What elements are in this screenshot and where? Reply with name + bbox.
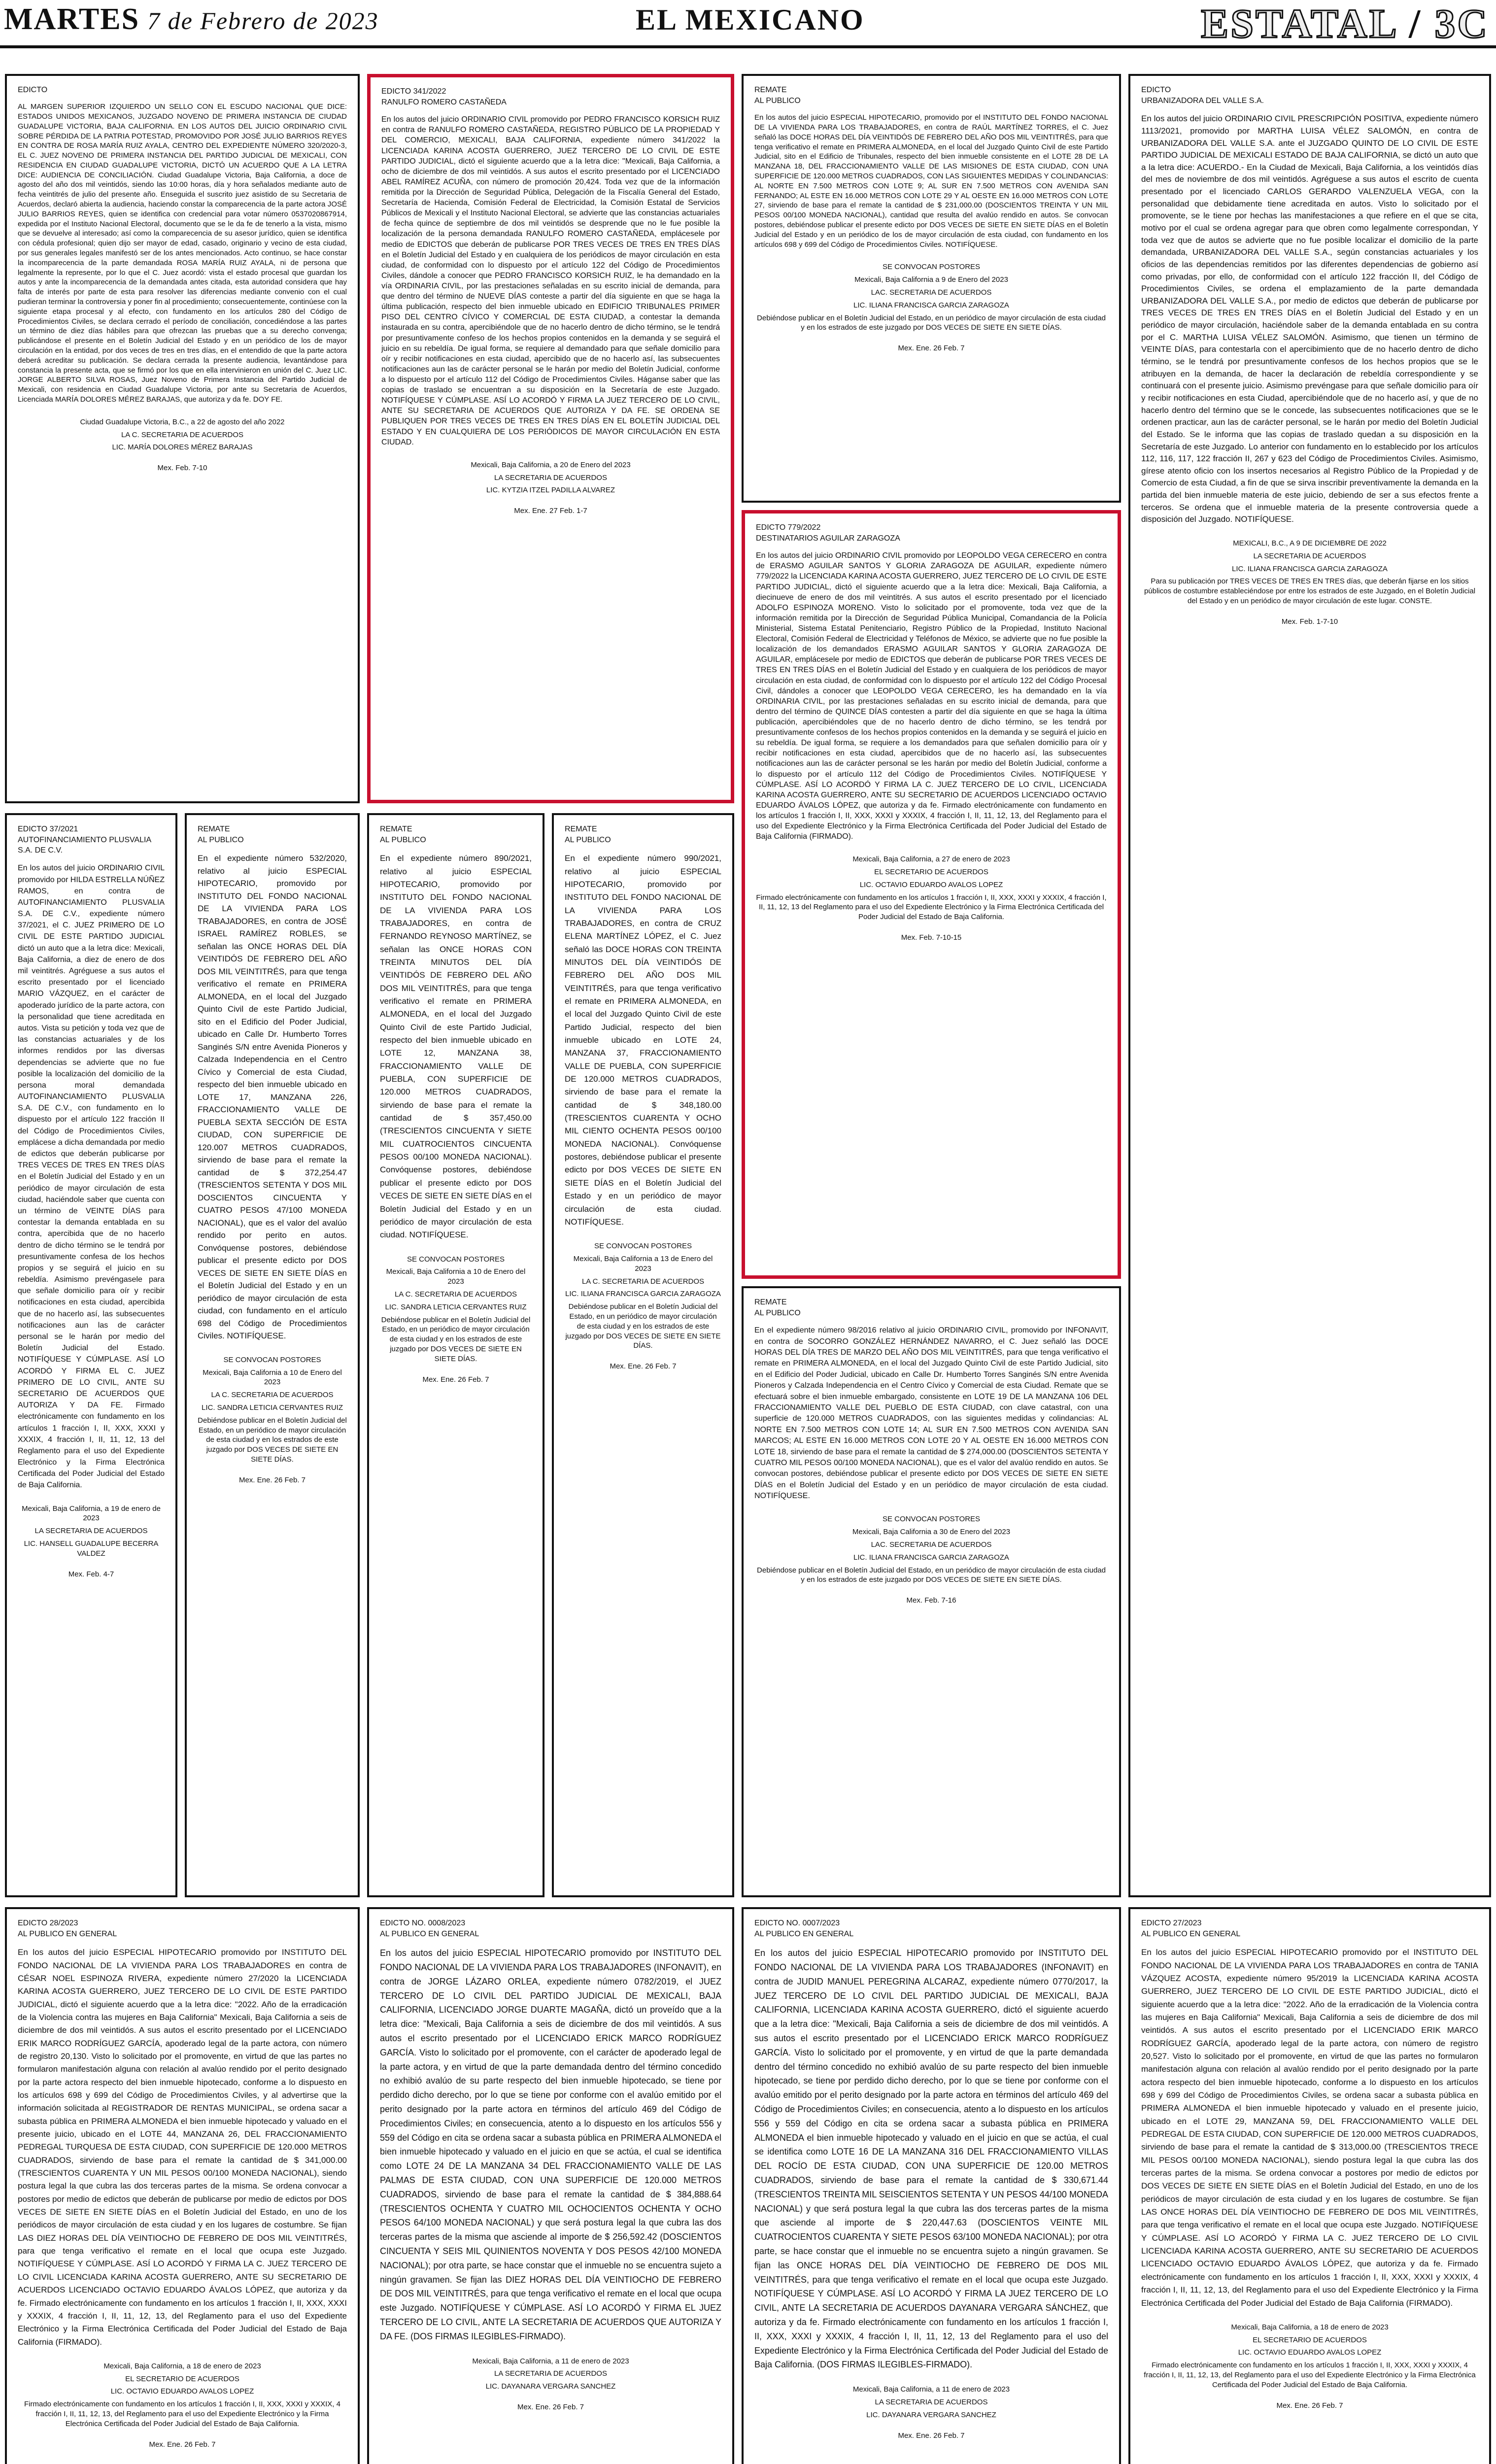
notice-box bbox=[5, 1907, 360, 2464]
notice-footer bbox=[1141, 2323, 1478, 2390]
notice-publication-note: Firmado electrónicamente con fundamento en los artículos 1 fracción I, II, XXX, XXXI y XXXIX, 4 fracción I, II, 11, 12, 13, del Reglamento para el uso del Expediente Electrónico y la Firma Electrónica Certificada del Poder Judicial del Estado de Baja California. bbox=[24, 2400, 340, 2428]
notice-box bbox=[552, 813, 734, 1897]
notice-subtitle: AL PUBLICO EN GENERAL bbox=[754, 1930, 854, 1939]
notice-title: EDICTO NO. 0008/2023 bbox=[380, 1919, 466, 1927]
notice-footer bbox=[754, 1514, 1108, 1585]
notice-place-date: Mexicali, Baja California a 30 de Enero del 2023 bbox=[852, 1528, 1011, 1537]
masthead-date-text: 7 de Febrero de 2023 bbox=[147, 7, 379, 34]
notice-header bbox=[198, 824, 347, 845]
notice-title: REMATE bbox=[198, 825, 230, 833]
notice-place-date: Mexicali, Baja California a 10 de Enero del 2023 bbox=[386, 1267, 526, 1286]
notice-signature-title: EL SECRETARIO DE ACUERDOS bbox=[1253, 2335, 1367, 2344]
notice-publication-note: Para su publicación por TRES VECES DE TRES EN TRES días, que deberán fijarse en los sitios públicos de costumbre estableciéndose por entre los estrados de este Juzgado, en el Boletín Judicial del Estado y en un periódico de mayor circulación de este lugar. CONSTE. bbox=[1144, 577, 1476, 605]
notice-place-date: Ciudad Guadalupe Victoria, B.C., a 22 de agosto del año 2022 bbox=[80, 417, 285, 426]
notice-footer bbox=[756, 855, 1107, 922]
notice-signature-name: LIC. MARÍA DOLORES MÉREZ BARAJAS bbox=[112, 443, 253, 452]
notice-body: En los autos del juicio ORDINARIO CIVIL promovido por LEOPOLDO VEGA CERECERO en contra de ERASMO AGUILAR SANTOS Y GLORIA ZARAGOZA DE AGUILAR, expediente número 779/2022 la LICENCIADA KARINA ACOSTA GUERRERO, JUEZ TERCERO DE LO CIVIL DE ESTE PARTIDO JUDICIAL, dictó el siguiente acuerdo que a la letra dice: Mexicali, Baja California, a diecinueve de enero de dos mil veintitrés. A sus autos el escrito presentado por el licenciado ADOLFO ESPINOZA MORENO. Visto lo solicitado por el promovente, toda vez que de la información remitida por la Dirección de Seguridad Pública Municipal, Comandancia de la Policía Ministerial, Sistema Estatal Penitenciario, Registro Público de la Propiedad, Instituto Nacional Electoral, Comisión Federal de Electricidad y Teléfonos de México, se advierte que no fue posible la localización de los demandados ERASMO AGUILAR SANTOS Y GLORIA ZARAGOZA DE AGUILAR, emplácesele por medio de EDICTOS que deberán de publicarse POR TRES VECES DE TRES EN TRES DÍAS en el Boletín Judicial del Estado y en cualquiera de los periódicos de mayor circulación en esta ciudad, de conformidad con lo dispuesto por el artículo 122 del Código Procesal Civil, dándoles a conocer que LEOPOLDO VEGA CERECERO, les ha demandado en la vía ORDINARIA CIVIL, por las prestaciones señaladas en su escrito inicial de demanda, para que dentro del término de QUINCE DÍAS contesten a partir del día siguiente en que se haga la última publicación, apercibiéndoles que de no hacerlo dentro de dicho término, se les tendrá por presuntivamente confesos de los hechos propios contenidos en la demanda y se seguirá el juicio en su rebeldía. De igual forma, se requiere a los demandados para que señalen domicilio para oír y recibir notificaciones en esta ciudad, apercibidos que de no hacerlo así, las subsecuentes notificaciones aun las de carácter personal se les harán por medio del Boletín Judicial, conforme a lo dispuesto por el artículo 112 del Código de Procedimientos Civiles. NOTIFÍQUESE Y CÚMPLASE. ASÍ LO ACORDÓ Y FIRMA LA C. JUEZ TERCERO DE LO CIVIL, LICENCIADA KARINA ACOSTA GUERRERO, ANTE SU SECRETARIO DE ACUERDOS LICENCIADO OCTAVIO EDUARDO ÁVALOS LÓPEZ, que autoriza y da fe. Firmado electrónicamente con fundamento en los artículos 1 fracción I, II, XXX, XXXI y XXXIX, 4 fracción I, II, 11, 12, 13, del Reglamento para el uso del Expediente Electrónico y la Firma Electrónica Certificada del Poder Judicial del Estado de Baja California (FIRMADO). bbox=[756, 551, 1107, 841]
notice-publication-note: Debiéndose publicar en el Boletín Judicial del Estado, en un periódico de mayor circulación de esta ciudad y en los estrados de este juzgado por DOS VECES DE SIETE EN SIETE DÍAS. bbox=[757, 313, 1106, 332]
notice-signature-title: EL SECRETARIO DE ACUERDOS bbox=[874, 868, 988, 877]
masthead-section-name: ESTATAL bbox=[1201, 1, 1396, 47]
notice-signature-name: LIC. DAYANARA VERGARA SANCHEZ bbox=[485, 2382, 616, 2391]
notice-title: EDICTO NO. 0007/2023 bbox=[754, 1919, 840, 1927]
notice-signature-name: LIC. ILIANA FRANCISCA GARCIA ZARAGOZA bbox=[565, 1290, 721, 1299]
notice-publication-note: Debiéndose publicar en el Boletín Judicial del Estado, en un periódico de mayor circulación de esta ciudad y en los estrados de este juzgado por DOS VECES DE SIETE EN SIETE DÍAS. bbox=[381, 1315, 531, 1363]
notice-place-date: Mexicali, Baja California, a 11 de enero de 2023 bbox=[472, 2357, 629, 2365]
notice-header bbox=[18, 824, 165, 856]
notice-footer bbox=[381, 460, 720, 495]
notice-place-date: MEXICALI, B.C., A 9 DE DICIEMBRE DE 2022 bbox=[1233, 539, 1387, 548]
notice-header bbox=[1141, 1918, 1478, 1939]
notice-header bbox=[381, 86, 720, 107]
notice-publication-ref: Mex. Ene. 26 Feb. 7 bbox=[149, 2440, 216, 2449]
notice-signature-name: LIC. ILIANA FRANCISCA GARCIA ZARAGOZA bbox=[1232, 564, 1388, 573]
notice-publication-ref: Mex. Feb. 7-16 bbox=[906, 1596, 956, 1605]
notice-publication-ref: Mex. Ene. 27 Feb. 1-7 bbox=[514, 507, 587, 515]
notice-body: En los autos del juicio ESPECIAL HIPOTECARIO promovido por INSTITUTO DEL FONDO NACIONAL DE LA VIVIENDA PARA LOS TRABAJADORES en contra de CÉSAR NOEL ESPINOZA RIVERA, expediente número 27/2020 la LICENCIADA KARINA ACOSTA GUERRERO, JUEZ TERCERO DE LO CIVIL DE ESTE PARTIDO JUDICIAL, dictó el siguiente acuerdo que a la letra dice: "2022. Año de la erradicación de la Violencia contra las mujeres en Baja California" Mexicali, Baja California a seis de diciembre de dos mil veintidós. A sus autos el escrito presentado por el LICENCIADO ERIK MARCO RODRÍGUEZ GARCÍA, apoderado legal de la parte actora, con número de registro 20,130. Visto lo solicitado por el promovente, en virtud de que las partes no formularon manifestación alguna con relación al avalúo rendido por el perito designado por la parte actora respecto del bien inmueble hipotecado, conforme a lo dispuesto en los artículos 698 y 699 del Código de Procedimientos Civiles, y al advertirse que la información solicitada al REGISTRADOR DE RENTAS MUNICIPAL, se ordena sacar a subasta pública en PRIMERA ALMONEDA el bien inmueble hipotecado y valuado en el presente juicio, ubicado en el LOTE 44, MANZANA 26, DEL FRACCIONAMIENTO PEDREGAL TURQUESA DE ESTA CIUDAD, CON SUPERFICIE DE 120.000 METROS CUADRADOS, sirviendo de base para el remate la cantidad de $ 341,000.00 (TRESCIENTOS CUARENTA Y UN MIL PESOS 00/100 MONEDA NACIONAL), siendo postura legal la que cubra las dos terceras partes de la misma. Se ordena convocar a postores por medio de edictos que deberán de publicarse por medio de edictos por DOS VECES DE SIETE EN SIETE DÍAS en el Boletín Judicial del Estado, en uno de los periódicos de mayor circulación de esta ciudad y en los lugares de costumbre. Se fijan LAS DIEZ HORAS DEL DÍA VEINTIOCHO DE FEBRERO DE DOS MIL VEINTITRÉS, para que tenga verificativo el remate en el local que ocupa este Juzgado. NOTIFÍQUESE Y CÚMPLASE. ASÍ LO ACORDÓ Y FIRMA LA C. JUEZ TERCERO DE LO CIVIL LICENCIADA KARINA ACOSTA GUERRERO, ANTE SU SECRETARIO DE ACUERDOS LICENCIADO OCTAVIO EDUARDO ÁVALOS LÓPEZ, que autoriza y da fe. Firmado electrónicamente con fundamento en los artículos 1 fracción I, II, XXX, XXXI y XXXIX, 4 fracción I, II, 11, 12, 13, del Reglamento para el uso del Expediente Electrónico y la Firma Electrónica Certificada del Poder Judicial del Estado de Baja California (FIRMADO). bbox=[18, 1948, 347, 2347]
notice-place-date: Mexicali, Baja California, a 18 de enero de 2023 bbox=[1231, 2323, 1389, 2331]
notice-box bbox=[1128, 74, 1491, 1897]
notice-title: REMATE bbox=[754, 86, 787, 94]
notice-signature-title: LA SECRETARIA DE ACUERDOS bbox=[494, 473, 607, 482]
notice-header bbox=[565, 824, 721, 845]
notice-box bbox=[742, 74, 1121, 503]
notice-body: AL MARGEN SUPERIOR IZQUIERDO UN SELLO CON EL ESCUDO NACIONAL QUE DICE: ESTADOS UNIDOS MEXICANOS, JUZGADO NOVENO DE PRIMERA INSTANCIA DE CIUDAD GUADALUPE VICTORIA, BAJA CALIFORNIA. EN LOS AUTOS DEL JUICIO ORDINARIO CIVIL SOBRE PÉRDIDA DE LA PATRIA POTESTAD, PROMOVIDO POR JOSÉ JULIO BARRIOS REYES EN CONTRA DE ROSA MARÍA RUIZ AYALA, CENTRO DEL EXPEDIENTE NÚMERO 320/2020-3, EL C. JUEZ NOVENO DE PRIMERA INSTANCIA DEL PARTIDO JUDICIAL DE MEXICALI, CON RESIDENCIA EN CIUDAD GUADALUPE VICTORIA, DICTÓ UN ACUERDO QUE A LA LETRA DICE: AUDIENCIA DE CONCILIACIÓN. Ciudad Guadalupe Victoria, Baja California, a doce de agosto del año dos mil veintidós, siendo las 10:00 horas, día y hora señalados mediante auto de fecha veintitrés de julio del presente año. Enseguida el suscrito juez asistido de su Secretaria de Acuerdos, declaró abierta la audiencia, haciendo constar la comparecencia de la parte actora JOSÉ JULIO BARRIOS REYES, quien se identifica con credencial para votar número 0537020867914, expedida por el Instituto Nacional Electoral, documento que se le da fe de tenerlo a la vista, mismo que se devuelve al interesado; así como la comparecencia de su asesor jurídico, quien se identifica con cédula profesional; quien dijo ser mayor de edad, casado, originario y vecino de esta ciudad, por sus generales legales manifestó ser de los antes mencionados. Acto continuo, se hace constar la incomparecencia de la parte demandada ROSA MARÍA RUIZ AYALA, ni de persona que legalmente la represente, por lo que el C. Juez acordó: vista el estado procesal que guardan los autos y ante la incomparecencia de la demandada antes citada, esta autoridad considera que hay falta de interés por parte de esta para resolver las diferencias mediante convenio con el cual pudieran terminar la controversia y poner fin al procedimiento; consecuentemente, continúese con la siguiente etapa procesal y al efecto, con fundamento en los artículos 280 del Código de Procedimientos Civiles, se declara cerrado el período de conciliación, concediéndose a las partes un término de diez días hábiles para que ofrezcan las pruebas que a su derecho convenga; publicándose el presente en el Boletín Judicial del Estado y en un periódico de los de mayor circulación en la entidad, por dos veces de tres en tres días, en el entendido de que la parte actora deberá acreditar su publicación. Se declara cerrada la presente audiencia, levantándose para constancia la presente acta, que se firmó por los que en ella intervinieron en unión del C. Juez LIC. JORGE ALBERTO SILVA ROSAS, Juez Noveno de Primera Instancia del Partido Judicial de Mexicali, con residencia en Ciudad Guadalupe Victoria, por ante su Secretaria de Acuerdos, Licenciada MARÍA DOLORES MÉREZ BARAJAS, que autoriza y da fe. DOY FE. bbox=[18, 103, 347, 404]
notice-publication-ref: Mex. Ene. 26 Feb. 7 bbox=[898, 2431, 965, 2440]
notice-place-date: Mexicali, Baja California a 9 de Enero del 2023 bbox=[854, 275, 1008, 284]
notice-footer bbox=[18, 2361, 347, 2429]
notice-box bbox=[742, 1286, 1121, 1897]
notice-signature-name: LIC. DAYANARA VERGARA SANCHEZ bbox=[866, 2410, 996, 2419]
notice-subtitle: AL PUBLICO bbox=[754, 97, 801, 105]
notice-publication-ref: Mex. Ene. 26 Feb. 7 bbox=[422, 1375, 489, 1384]
notice-header bbox=[754, 85, 1108, 106]
notice-body: En los autos del juicio ORDINARIO CIVIL promovido por PEDRO FRANCISCO KORSICH RUIZ en contra de RANULFO ROMERO CASTAÑEDA, REGISTRO PÚBLICO DE LA PROPIEDAD Y DEL COMERCIO, MEXICALI, BAJA CALIFORNIA, expediente número 341/2022 la LICENCIADA KARINA ACOSTA GUERRERO, JUEZ TERCERO DE LO CIVIL DE ESTE PARTIDO JUDICIAL, dictó el siguiente acuerdo que a la letra dice: "Mexicali, Baja California, a ocho de diciembre de dos mil veintidós. A sus autos el escrito presentado por el LICENCIADO ABEL RAMÍREZ ACUÑA, con número de promoción 20,424. Toda vez que de la información remitida por la Dirección de Seguridad Pública, Delegación de la Fiscalía General del Estado, Secretaría de Hacienda, Comisión Federal de Electricidad, la Comisión Estatal de Servicios Públicos de Mexicali y el Instituto Nacional Electoral, se advierte que las constancias actuariales de fecha quince de septiembre de dos mil veintidós se desprende que no le fue posible la localización de la persona demandada RANULFO ROMERO CASTAÑEDA, emplácesele por medio de EDICTOS que deberán de publicarse POR TRES VECES DE TRES EN TRES DÍAS en el Boletín Judicial del Estado y en cualquiera de los periódicos de mayor circulación en esta ciudad, de conformidad con lo dispuesto por el artículo 122 del Código de Procedimientos Civiles, dándole a conocer que PEDRO FRANCISCO KORSICH RUIZ, le ha demandado en la vía ORDINARIA CIVIL, por las prestaciones señaladas en su escrito inicial de demanda, para que dentro del término de NUEVE DÍAS conteste a partir del día siguiente en que se haga la última publicación, respecto del bien inmueble ubicado en EDIFICIO TRIBUNALES PRIMER PISO DEL CENTRO CÍVICO Y COMERCIAL DE ESTA CIUDAD, a contestar la demanda instaurada en su contra, apercibiéndole que de no hacerlo dentro de dicho término, se le tendrá por presuntivamente confeso de los hechos propios contenidos en la demanda y se seguirá el juicio en su rebeldía. De igual forma, se requiere al demandado para que señale domicilio para oír y recibir notificaciones en esta ciudad, apercibido que de no hacerlo así, las subsecuentes notificaciones aun las de carácter personal se le harán por medio del Boletín Judicial, conforme a lo dispuesto por el artículo 112 del Código de Procedimientos Civiles. Háganse saber que las copias de traslado se encuentran a su disposición en la Secretaría de este Juzgado. NOTIFÍQUESE Y CÚMPLASE. ASÍ LO ACORDÓ Y FIRMA LA JUEZ TERCERO DE LO CIVIL, ANTE SU SECRETARIA DE ACUERDOS QUE AUTORIZA Y DA FE. SE ORDENA SE PUBLIQUEN POR TRES VECES DE TRES EN TRES DÍAS EN EL BOLETÍN JUDICIAL DEL ESTADO Y EN CUALQUIERA DE LOS PERIÓDICOS DE MAYOR CIRCULACIÓN EN ESTA CIUDAD. bbox=[381, 115, 720, 446]
notice-publication-note: Firmado electrónicamente con fundamento en los artículos 1 fracción I, II, XXX, XXXI y XXXIX, 4 fracción I, II, 11, 12, 13 del Reglamento para el uso del Expediente Electrónico y la Firma Electrónica Certificada del Poder Judicial del Estado de Baja California. bbox=[756, 893, 1107, 922]
notice-subtitle: RANULFO ROMERO CASTAÑEDA bbox=[381, 98, 507, 107]
notice-body: En los autos del juicio ESPECIAL HIPOTECARIO promovido por INSTITUTO DEL FONDO NACIONAL DE LA VIVIENDA PARA LOS TRABAJADORES (INFONAVIT) en contra de JUDID MANUEL PEREGRINA ALCARAZ, expediente número 0770/2017, la JUEZ TERCERO DE LO CIVIL DEL PARTIDO JUDICIAL DE MEXICALI, BAJA CALIFORNIA, LICENCIADA KARINA ACOSTA GUERRERO, dictó el siguiente acuerdo que a la letra dice: "Mexicali, Baja California a seis de diciembre de dos mil veintidós. A sus autos el escrito presentado por el LICENCIADO ERICK MARCO RODRÍGUEZ GARCÍA. Visto lo solicitado por el promovente, y en virtud de que la parte demandada dentro del término concedido no exhibió avalúo de su parte respecto del bien inmueble hipotecado, se tiene por perdido dicho derecho, por lo que se tiene por conforme con el avalúo emitido por el perito designado por la parte actora en términos del artículo 469 del Código de Procedimientos Civiles; en consecuencia, atento a lo dispuesto en los artículos 556 y 559 del Código en cita se ordena sacar a subasta pública en PRIMERA ALMONEDA el bien inmueble hipotecado y valuado en el juicio en que se actúa, el cual se identifica como LOTE 16 DE LA MANZANA 316 DEL FRACCIONAMIENTO VILLAS DEL ROCÍO DE ESTA CIUDAD, CON UNA SUPERFICIE DE 120.00 METROS CUADRADOS, sirviendo de base para el remate la cantidad de $ 330,671.44 (TRESCIENTOS TREINTA MIL SEISCIENTOS SETENTA Y UN PESOS 44/100 MONEDA NACIONAL) y que será postura legal la que cubra las dos terceras partes de la misma que asciende al importe de $ 220,447.63 (DOSCIENTOS VEINTE MIL CUATROCIENTOS CUARENTA Y SIETE PESOS 63/100 MONEDA NACIONAL); por otra parte, se hace constar que el inmueble no se encuentra sujeto a ningún gravamen. Se fijan las ONCE HORAS DEL DÍA VEINTIOCHO DE FEBRERO DE DOS MIL VEINTITRÉS, para que tenga verificativo el remate en el local que ocupa este Juzgado. NOTIFÍQUESE Y CÚMPLASE. ASÍ LO ACORDÓ Y FIRMA LA JUEZ TERCERO DE LO CIVIL, ANTE LA SECRETARIA DE ACUERDOS DAYANARA VERGARA SÁNCHEZ, que autoriza y da fe. Firmado electrónicamente con fundamento en los artículos 1 fracción I, II, XXX, XXXI y XXXIX, 4 fracción I, II, 11, 12, 13 del Reglamento para el uso del Expediente Electrónico y la Firma Electrónica Certificada del Poder Judicial del Estado de Baja California. (DOS FIRMAS ILEGIBLES-FIRMADO). bbox=[754, 1948, 1108, 2370]
notice-place-date: Mexicali, Baja California a 13 de Enero del 2023 bbox=[573, 1254, 713, 1273]
notice-subtitle: DESTINATARIOS AGUILAR ZARAGOZA bbox=[756, 534, 900, 543]
notice-subtitle: URBANIZADORA DEL VALLE S.A. bbox=[1141, 97, 1264, 105]
notice-signature-title: LAC. SECRETARIA DE ACUERDOS bbox=[871, 1540, 992, 1549]
notice-footer bbox=[18, 417, 347, 452]
notice-place-date: Mexicali, Baja California, a 18 de enero de 2023 bbox=[103, 2361, 261, 2370]
notice-footer bbox=[754, 2385, 1108, 2420]
notice-signature-title: LA SECRETARIA DE ACUERDOS bbox=[1253, 551, 1366, 560]
notice-subtitle: AL PUBLICO EN GENERAL bbox=[18, 1930, 117, 1939]
notice-signature-name: LIC. ILIANA FRANCISCA GARCIA ZARAGOZA bbox=[853, 1553, 1009, 1562]
notice-place-date: Mexicali, Baja California, a 27 de enero de 2023 bbox=[852, 855, 1010, 864]
notice-signature-title: LA C. SECRETARIA DE ACUERDOS bbox=[121, 430, 244, 439]
notice-publication-ref: Mex. Ene. 26 Feb. 7 bbox=[517, 2402, 584, 2411]
notice-call: SE CONVOCAN POSTORES bbox=[882, 263, 981, 272]
notice-footer bbox=[565, 1241, 721, 1351]
notice-body: En los autos del juicio ORDINARIO CIVIL PRESCRIPCIÓN POSITIVA, expediente número 1113/2021, promovido por MARTHA LUISA VÉLEZ SALOMÓN, en contra de URBANIZADORA DEL VALLE S.A. ante el JUZGADO QUINTO DE LO CIVIL DE ESTE PARTIDO JUDICIAL DE MEXICALI ESTADO DE BAJA CALIFORNIA, se dictó un auto que a la letra dice: ACUERDO.- En la Ciudad de Mexicali, Baja California, a los veintidós días del mes de noviembre de dos mil veintidós. Agréguese a sus autos el escrito de cuenta presentado por el licenciado CARLOS GERARDO VALENZUELA VEGA, con la personalidad que debidamente tiene acreditada en autos. Visto lo solicitado por el promovente, se le tiene por hechas las manifestaciones a que refiere en el que se cita, motivo por el cual se ordena agregar para que obren como legalmente correspondan, Y toda vez que de autos se advierte que no fue posible localizar el domicilio de la parte demandada, URBANIZADORA DEL VALLE S.A., según constancias actuariales y los oficios de las dependencias remitidos por las diferentes dependencias de gobierno así como privadas, por ello, de conformidad con el artículo 122 fracción II, del Código de Procedimientos Civiles, se ordena el emplazamiento de la parte demandada URBANIZADORA DEL VALLE S.A., por medio de edictos que deberán de publicarse por TRES VECES DE TRES EN TRES DÍAS en el Boletín Judicial del Estado y en un periódico de mayor circulación, haciéndole saber de la demanda entablada en su contra por el C. MARTHA LUISA VÉLEZ SALOMÓN. Asimismo, que tienen un término de VEINTE DÍAS, para contestarla con el apercibimiento que de no hacerlo dentro de dicho término, se le tendrá por presuntivamente confesos de los hechos propios que se le atribuyen en la demanda, de hacer la declaración de rebeldía correspondiente y se continuará con el presente juicio. Asimismo prevéngase para que señale domicilio para oír y recibir notificaciones en esta Ciudad, apercibiéndole que de no hacerlo así, y que de no hacerlo dentro del término que se le concede, las subsecuentes notificaciones que se le ordenen practicar, aun las de carácter personal, se le harán por medio del Boletín Judicial del Estado. Se le informa que las copias de traslado quedan a su disposición en la Secretaría de este Juzgado. Lo anterior con fundamento en lo establecido por los artículos 112, 116, 117, 122 fracción II, 267 y 623 del Código de Procedimientos Civiles. Asimismo, gírese atento oficio con los insertos necesarios al Registro Público de la Propiedad y de Comercio de esta Ciudad, a fin de que se sirva inscribir preventivamente la demanda en la partida del bien inmueble materia de este juicio, debiendo de ser a sus efectos frente a terceros. Se ordena que el inmueble materia de la presente controversia quede a disposición del Juzgado. NOTIFÍQUESE. bbox=[1141, 114, 1478, 524]
notice-header bbox=[18, 1918, 347, 1939]
notice-box-highlighted bbox=[742, 510, 1121, 1279]
notice-title: EDICTO 779/2022 bbox=[756, 523, 821, 532]
notice-box-highlighted bbox=[367, 74, 734, 803]
notice-publication-note: Debiéndose publicar en el Boletín Judicial del Estado, en un periódico de mayor circulación de esta ciudad y en los estrados de este juzgado por DOS VECES DE SIETE EN SIETE DÍAS. bbox=[198, 1416, 347, 1464]
notice-publication-note: Debiéndose publicar en el Boletín Judicial del Estado, en un periódico de mayor circulación de esta ciudad y en los estrados de este juzgado por DOS VECES DE SIETE EN SIETE DÍAS. bbox=[757, 1566, 1106, 1584]
notice-header bbox=[754, 1297, 1108, 1318]
notice-title: EDICTO 341/2022 bbox=[381, 87, 446, 96]
notice-subtitle: AL PUBLICO EN GENERAL bbox=[380, 1930, 479, 1939]
masthead bbox=[0, 0, 1496, 48]
notice-title: EDICTO 27/2023 bbox=[1141, 1919, 1202, 1927]
notice-signature-title: LA SECRETARIA DE ACUERDOS bbox=[875, 2397, 988, 2406]
notice-signature-name: LIC. ILIANA FRANCISCA GARCIA ZARAGOZA bbox=[853, 301, 1009, 309]
notice-footer bbox=[380, 1255, 532, 1364]
notice-title: EDICTO 28/2023 bbox=[18, 1919, 78, 1927]
notice-publication-ref: Mex. Feb. 1-7-10 bbox=[1281, 617, 1338, 626]
notice-body: En los autos del juicio ESPECIAL HIPOTECARIO promovido por INSTITUTO DEL FONDO NACIONAL DE LA VIVIENDA PARA LOS TRABAJADORES (INFONAVIT), en contra de JORGE LÁZARO ORLEA, expediente número 0782/2019, el JUEZ TERCERO DE LO CIVIL DEL PARTIDO JUDICIAL DE MEXICALI, BAJA CALIFORNIA, LICENCIADO JORGE DUARTE MAGAÑA, dictó un proveído que a la letra dice: "Mexicali, Baja California a seis de diciembre de dos mil veintidós. A sus autos el escrito presentado por el LICENCIADO ERICK MARCO RODRÍGUEZ GARCÍA. Visto lo solicitado por el promovente, con el carácter de apoderado legal de la parte actora, y en virtud de que la parte demandada dentro del término concedido no exhibió avalúo de su parte respecto del bien inmueble hipotecado, se tiene por perdido dicho derecho, por lo que se tiene por conforme con el avalúo emitido por el perito designado por la parte actora en términos del artículo 469 del Código de Procedimientos Civiles; en consecuencia, atento a lo dispuesto en los artículos 556 y 559 del Código en cita se ordena sacar a subasta pública en PRIMERA ALMONEDA el bien inmueble hipotecado y valuado en el juicio en que se actúa, el cual se identifica como LOTE 24 DE LA MANZANA 34 DEL FRACCIONAMIENTO VALLE DE LAS PALMAS DE ESTA CIUDAD, CON UNA SUPERFICIE DE 120.000 METROS CUADRADOS, sirviendo de base para el remate la cantidad de $ 384,888.64 (TRESCIENTOS OCHENTA Y CUATRO MIL OCHOCIENTOS OCHENTA Y OCHO PESOS 64/100 MONEDA NACIONAL) y que será postura legal la que cubra las dos terceras partes de la misma que asciende al importe de $ 256,592.42 (DOSCIENTOS CINCUENTA Y SEIS MIL QUINIENTOS NOVENTA Y DOS PESOS 42/100 MONEDA NACIONAL); por otra parte, se hace constar que el inmueble no se encuentra sujeto a ningún gravamen. Se fijan las DIEZ HORAS DEL DÍA VEINTIOCHO DE FEBRERO DE DOS MIL VEINTITRÉS, para que tenga verificativo el remate en el local que ocupa este Juzgado. NOTIFÍQUESE Y CÚMPLASE. ASÍ LO ACORDÓ Y FIRMA EL JUEZ TERCERO DE LO CIVIL, ANTE LA SECRETARIA DE ACUERDOS QUE AUTORIZA Y DA FE. (DOS FIRMAS ILEGIBLES-FIRMADO). bbox=[380, 1948, 721, 2341]
notice-title: REMATE bbox=[754, 1298, 787, 1306]
notice-footer bbox=[754, 262, 1108, 333]
notice-box bbox=[5, 74, 360, 803]
masthead-date bbox=[4, 2, 379, 37]
notice-publication-note: Debiéndose publicar en el Boletín Judicial del Estado, en un periódico de mayor circulación de esta ciudad y en los estrados de este juzgado por DOS VECES DE SIETE EN SIETE DÍAS. bbox=[565, 1302, 721, 1350]
notice-footer bbox=[1141, 539, 1478, 606]
notice-publication-ref: Mex. Ene. 26 Feb. 7 bbox=[1276, 2401, 1343, 2410]
notice-signature-title: LA C. SECRETARIA DE ACUERDOS bbox=[394, 1290, 517, 1299]
notice-title: REMATE bbox=[380, 825, 412, 833]
notice-header bbox=[754, 1918, 1108, 1939]
notice-subtitle: AL PUBLICO bbox=[380, 836, 426, 845]
notice-publication-ref: Mex. Ene. 26 Feb. 7 bbox=[610, 1362, 677, 1371]
notice-place-date: Mexicali, Baja California, a 19 de enero de 2023 bbox=[22, 1504, 161, 1523]
notice-box bbox=[367, 1907, 734, 2464]
notice-subtitle: AL PUBLICO bbox=[198, 836, 244, 845]
notice-signature-title: LA SECRETARIA DE ACUERDOS bbox=[494, 2369, 607, 2378]
notice-signature-title: LA SECRETARIA DE ACUERDOS bbox=[34, 1527, 148, 1536]
notice-signature-title: LAC. SECRETARIA DE ACUERDOS bbox=[871, 288, 992, 297]
notice-title: REMATE bbox=[565, 825, 597, 833]
notice-header bbox=[380, 824, 532, 845]
notice-header bbox=[380, 1918, 721, 1939]
notice-box bbox=[5, 813, 177, 1897]
notice-call: SE CONVOCAN POSTORES bbox=[882, 1515, 981, 1524]
notice-body: En el expediente número 990/2021, relativo al juicio ESPECIAL HIPOTECARIO, promovido por INSTITUTO DEL FONDO NACIONAL DE LA VIVIENDA PARA LOS TRABAJADORES, en contra de CRUZ ELENA MARTÍNEZ LÓPEZ, el C. Juez señaló las DOCE HORAS CON TREINTA MINUTOS DEL DÍA VEINTIDÓS DE FEBRERO DEL AÑO DOS MIL VEINTITRÉS, para que tenga verificativo el remate en PRIMERA ALMONEDA, en el local del Juzgado Quinto Civil de este Partido Judicial, respecto del bien inmueble ubicado en LOTE 24, MANZANA 37, FRACCIONAMIENTO VALLE DE PUEBLA, CON SUPERFICIE DE 120.000 METROS CUADRADOS, sirviendo de base para el remate la cantidad de $ 348,180.00 (TRESCIENTOS CUARENTA Y OCHO MIL CIENTO OCHENTA PESOS 00/100 MONEDA NACIONAL). Convóquense postores, debiéndose publicar el presente edicto por DOS VECES DE SIETE EN SIETE DÍAS en el Boletín Judicial del Estado y en un periódico de mayor circulación de esta ciudad. NOTIFÍQUESE. bbox=[565, 854, 721, 1227]
notice-subtitle: AL PUBLICO EN GENERAL bbox=[1141, 1930, 1241, 1939]
masthead-section-separator: / bbox=[1396, 1, 1435, 47]
notice-signature-name: LIC. OCTAVIO EDUARDO AVALOS LOPEZ bbox=[859, 880, 1003, 889]
notice-subtitle: AL PUBLICO bbox=[565, 836, 611, 845]
notice-box bbox=[742, 1907, 1121, 2464]
masthead-section bbox=[1201, 0, 1489, 48]
notice-body: En el expediente número 98/2016 relativo al juicio ORDINARIO CIVIL, promovido por INFONAVIT, en contra de SOCORRO GONZÁLEZ HERNÁNDEZ NAVARRO, el C. Juez señaló las DOCE HORAS DEL DÍA TRES DE MARZO DEL AÑO DOS MIL VEINTITRÉS, para que tenga verificativo el remate en PRIMERA ALMONEDA, en el local del Juzgado Quinto Civil de este Partido Judicial, sito en el Edificio del Poder Judicial, ubicado en Calle Dr. Humberto Torres Sanginés S/N entre Avenida Pioneros y Calzada Independencia en el Centro Cívico y Comercial de esta Ciudad. Remate que se efectuará sobre el bien inmueble embargado, consistente en LOTE 19 DE LA MANZANA 106 DEL FRACCIONAMIENTO VALLE DEL PUEBLO DE ESTA CIUDAD, con clave catastral, con una superficie de 120.000 METROS CUADRADOS, con las siguientes medidas y colindancias: AL NORTE EN 7.500 METROS CON LOTE 14; AL SUR EN 7.500 METROS CON AVENIDA SAN MARCOS; AL ESTE EN 16.000 METROS CON LOTE 20 Y AL OESTE EN 16.000 METROS CON LOTE 18, sirviendo de base para el remate la cantidad de $ 274,000.00 (DOSCIENTOS SETENTA Y CUATRO MIL PESOS 00/100 MONEDA NACIONAL), que es el valor del avalúo rendido en autos. Se convocan postores, debiéndose publicar el presente edicto por DOS VECES DE SIETE EN SIETE DÍAS en el Boletín Judicial del Estado y en un periódico de mayor circulación de esta ciudad. NOTIFÍQUESE. bbox=[754, 1326, 1108, 1501]
notice-signature-title: LA C. SECRETARIA DE ACUERDOS bbox=[581, 1277, 705, 1286]
notice-signature-name: LIC. HANSELL GUADALUPE BECERRA VALDEZ bbox=[24, 1540, 159, 1558]
notice-header bbox=[756, 522, 1107, 544]
notice-publication-ref: Mex. Ene. 26 Feb. 7 bbox=[238, 1475, 306, 1484]
notice-header bbox=[18, 85, 347, 95]
notice-place-date: Mexicali, Baja California a 10 de Enero del 2023 bbox=[203, 1368, 342, 1387]
notice-title: EDICTO bbox=[18, 86, 48, 94]
notice-signature-name: LIC. SANDRA LETICIA CERVANTES RUIZ bbox=[385, 1302, 527, 1311]
notice-place-date: Mexicali, Baja California, a 11 de enero de 2023 bbox=[852, 2385, 1010, 2394]
notice-signature-name: LIC. OCTAVIO EDUARDO AVALOS LOPEZ bbox=[110, 2387, 254, 2396]
notice-header bbox=[1141, 85, 1478, 106]
notice-subtitle: AL PUBLICO bbox=[754, 1309, 801, 1318]
notice-box bbox=[367, 813, 544, 1897]
notice-title: EDICTO bbox=[1141, 86, 1171, 94]
notice-box bbox=[1128, 1907, 1491, 2464]
notice-subtitle: AUTOFINANCIAMIENTO PLUSVALIA S.A. DE C.V. bbox=[18, 836, 151, 855]
notice-footer bbox=[198, 1355, 347, 1465]
notice-publication-ref: Mex. Ene. 26 Feb. 7 bbox=[898, 344, 965, 353]
notice-title: EDICTO 37/2021 bbox=[18, 825, 78, 833]
notice-place-date: Mexicali, Baja California, a 20 de Enero del 2023 bbox=[471, 460, 631, 469]
notice-publication-ref: Mex. Feb. 4-7 bbox=[68, 1570, 114, 1578]
notice-signature-name: LIC. SANDRA LETICIA CERVANTES RUIZ bbox=[201, 1403, 343, 1412]
masthead-paper-name: EL MEXICANO bbox=[636, 3, 865, 36]
notice-footer bbox=[18, 1504, 165, 1559]
notice-body: En el expediente número 532/2020, relativo al juicio ESPECIAL HIPOTECARIO, promovido por INSTITUTO DEL FONDO NACIONAL DE LA VIVIENDA PARA LOS TRABAJADORES, en contra de JOSÉ ISRAEL RAMÍREZ ROBLES, se señalan las ONCE HORAS DEL DÍA VEINTIDÓS DE FEBRERO DEL AÑO DOS MIL VEINTITRÉS, para que tenga verificativo el remate en PRIMERA ALMONEDA, en el local del Juzgado Quinto Civil de este Partido Judicial, sito en el Edificio del Poder Judicial, ubicado en Calle Dr. Humberto Torres Sanginés S/N entre Avenida Pioneros y Calzada Independencia en el Centro Cívico y Comercial de esta Ciudad, respecto del bien inmueble ubicado en LOTE 17, MANZANA 226, FRACCIONAMIENTO VALLE DE PUEBLA SEXTA SECCIÓN DE ESTA CIUDAD, CON SUPERFICIE DE 120.007 METROS CUADRADOS, sirviendo de base para el remate la cantidad de $ 372,254.47 (TRESCIENTOS SETENTA Y DOS MIL DOSCIENTOS CINCUENTA Y CUATRO PESOS 47/100 MONEDA NACIONAL), que es el valor del avalúo rendido por perito en autos. Convóquense postores, debiéndose publicar el presente edicto por DOS VECES DE SIETE EN SIETE DÍAS en el Boletín Judicial del Estado y en un periódico de mayor circulación de esta ciudad, con fundamento en el artículo 698 del Código de Procedimientos Civiles. NOTIFÍQUESE. bbox=[198, 854, 347, 1341]
masthead-day: MARTES bbox=[4, 2, 140, 36]
notice-body: En los autos del juicio ESPECIAL HIPOTECARIO promovido por el INSTITUTO DEL FONDO NACIONAL DE LA VIVIENDA PARA LOS TRABAJADORES en contra de TANIA VÁZQUEZ ACOSTA, expediente número 95/2019 la LICENCIADA KARINA ACOSTA GUERRERO, JUEZ TERCERO DE LO CIVIL DE ESTE PARTIDO JUDICIAL, dictó el siguiente acuerdo que a la letra dice: "2022. Año de la erradicación de la Violencia contra las mujeres en Baja California" Mexicali, Baja California a seis de diciembre de dos mil veintidós. A sus autos el escrito presentado por el LICENCIADO ERIK MARCO RODRÍGUEZ GARCÍA, apoderado legal de la parte actora, con número de registro 20,527. Visto lo solicitado por el promovente, en virtud de que las partes no formularon manifestación alguna con relación al avalúo rendido por el perito designado por la parte actora respecto del bien inmueble hipotecado, conforme a lo dispuesto en los artículos 698 y 699 del Código de Procedimientos Civiles, se ordena sacar a subasta pública en PRIMERA ALMONEDA el bien inmueble hipotecado y valuado en el presente juicio, ubicado en el LOTE 29, MANZANA 59, DEL FRACCIONAMIENTO VALLE DEL PEDREGAL DE ESTA CIUDAD, CON SUPERFICIE DE 120.000 METROS CUADRADOS, sirviendo de base para el remate la cantidad de $ 313,000.00 (TRESCIENTOS TRECE MIL PESOS 00/100 MONEDA NACIONAL), siendo postura legal la que cubra las dos terceras partes de la misma. Se ordena convocar a postores por medio de edictos por DOS VECES DE SIETE EN SIETE DÍAS en el Boletín Judicial del Estado, en uno de los periódicos de mayor circulación de esta ciudad y en los lugares de costumbre. Se fijan LAS ONCE HORAS DEL DÍA VEINTIOCHO DE FEBRERO DE DOS MIL VEINTITRÉS, para que tenga verificativo el remate en el local que ocupa este Juzgado. NOTIFÍQUESE Y CÚMPLASE. ASÍ LO ACORDÓ Y FIRMA LA C. JUEZ TERCERO DE LO CIVIL LICENCIADA KARINA ACOSTA GUERRERO, ANTE SU SECRETARIO DE ACUERDOS LICENCIADO OCTAVIO EDUARDO ÁVALOS LÓPEZ, que autoriza y da fe. Firmado electrónicamente con fundamento en los artículos 1 fracción I, II, XXX, XXXI y XXXIX, 4 fracción I, II, 11, 12, 13, del Reglamento para el uso del Expediente Electrónico y la Firma Electrónica Certificada del Poder Judicial del Estado de Baja California (FIRMADO). bbox=[1141, 1948, 1478, 2308]
notice-publication-ref: Mex. Feb. 7-10 bbox=[157, 464, 207, 473]
notice-footer bbox=[380, 2357, 721, 2392]
notice-body: En los autos del juicio ESPECIAL HIPOTECARIO, promovido por el INSTITUTO DEL FONDO NACIONAL DE LA VIVIENDA PARA LOS TRABAJADORES, en contra de RAÚL MARTÍNEZ TORRES, el C. Juez señaló las DOCE HORAS DEL DÍA VEINTIDÓS DE FEBRERO DEL AÑO DOS MIL VEINTITRÉS, para que tenga verificativo el remate en PRIMERA ALMONEDA, en el local del Juzgado Quinto Civil de este Partido Judicial, sito en el Edificio de Tribunales, respecto del bien inmueble consistente en el LOTE 28 DE LA MANZANA 18, DEL FRACCIONAMIENTO VALLE DE LAS MISIONES DE ESTA CIUDAD, CON UNA SUPERFICIE DE 120.000 METROS CUADRADOS, CON LAS SIGUIENTES MEDIDAS Y COLINDANCIAS: AL NORTE EN 7.500 METROS CON LOTE 9; AL SUR EN 7.500 METROS CON AVENIDA SAN FERNANDO; AL ESTE EN 16.000 METROS CON LOTE 29 Y AL OESTE EN 16.000 METROS CON LOTE 27, sirviendo de base para el remate la cantidad de $ 231,000.00 (DOSCIENTOS TREINTA Y UN MIL PESOS 00/100 MONEDA NACIONAL), cantidad que resulta del avalúo rendido en autos. Se convocan postores, debiéndose publicar el presente edicto por DOS VECES DE SIETE EN SIETE DÍAS en el Boletín Judicial del Estado y en un periódico de los de mayor circulación de esta ciudad, con fundamento en los artículos 698 y 699 del Código de Procedimientos Civiles. NOTIFÍQUESE. bbox=[754, 113, 1108, 249]
notice-body: En el expediente número 890/2021, relativo al juicio ESPECIAL HIPOTECARIO, promovido por INSTITUTO DEL FONDO NACIONAL DE LA VIVIENDA PARA LOS TRABAJADORES, en contra de FERNANDO REYNOSO MARTÍNEZ, se señalan las ONCE HORAS CON TREINTA MINUTOS DEL DÍA VEINTIDÓS DE FEBRERO DEL AÑO DOS MIL VEINTITRÉS, para que tenga verificativo el remate en PRIMERA ALMONEDA, en el local del Juzgado Quinto Civil de este Partido Judicial, respecto del bien inmueble ubicado en LOTE 12, MANZANA 38, FRACCIONAMIENTO VALLE DE PUEBLA, CON SUPERFICIE DE 120.000 METROS CUADRADOS, sirviendo de base para el remate la cantidad de $ 357,450.00 (TRESCIENTOS CINCUENTA Y SIETE MIL CUATROCIENTOS CINCUENTA PESOS 00/100 MONEDA NACIONAL). Convóquense postores, debiéndose publicar el presente edicto por DOS VECES DE SIETE EN SIETE DÍAS en el Boletín Judicial del Estado y en un periódico de mayor circulación de esta ciudad. NOTIFÍQUESE. bbox=[380, 854, 532, 1240]
notice-call: SE CONVOCAN POSTORES bbox=[407, 1255, 505, 1264]
notice-body: En los autos del juicio ORDINARIO CIVIL promovido por HILDA ESTRELLA NÚÑEZ RAMOS, en contra de AUTOFINANCIAMIENTO PLUSVALIA S.A. DE C.V., expediente número 37/2021, el C. JUEZ PRIMERO DE LO CIVIL DE ESTE PARTIDO JUDICIAL dictó un auto que a la letra dice: Mexicali, Baja California, a diez de enero de dos mil veintitrés. Agréguese a sus autos el escrito presentado por el licenciado MARIO VÁZQUEZ, en el carácter de apoderado jurídico de la parte actora, con la personalidad que tiene acreditada en autos. Vista su petición y toda vez que de las constancias actuariales y de los informes rendidos por las diversas dependencias se advierte que no fue posible la localización del domicilio de la persona moral demandada AUTOFINANCIAMIENTO PLUSVALIA S.A. DE C.V., con fundamento en lo dispuesto por el artículo 122 fracción II del Código de Procedimientos Civiles, emplácese a dicha demandada por medio de edictos que deberán publicarse por TRES VECES DE TRES EN TRES DÍAS en el Boletín Judicial del Estado y en un periódico de mayor circulación de esta ciudad, haciéndole saber que cuenta con un término de VEINTE DÍAS para contestar la demanda entablada en su contra, apercibida que de no hacerlo dentro de dicho término se le tendrá por presuntivamente confesa de los hechos propios y se seguirá el juicio en su rebeldía. Asimismo prevéngasele para que señale domicilio para oír y recibir notificaciones en esta ciudad, apercibida que de no hacerlo así, las subsecuentes notificaciones aun las de carácter personal se le harán por medio del Boletín Judicial del Estado. NOTIFÍQUESE Y CÚMPLASE. ASÍ LO ACORDÓ Y FIRMA EL C. JUEZ PRIMERO DE LO CIVIL, ANTE SU SECRETARIO DE ACUERDOS QUE AUTORIZA Y DA FE. Firmado electrónicamente con fundamento en los artículos 1 fracción I, II, XXX, XXXI y XXXIX, 4 fracción I, II, 11, 12, 13 del Reglamento para el uso del Expediente Electrónico y la Firma Electrónica Certificada del Poder Judicial del Estado de Baja California. bbox=[18, 864, 165, 1490]
notice-publication-note: Firmado electrónicamente con fundamento en los artículos 1 fracción I, II, XXX, XXXI y XXXIX, 4 fracción I, II, 11, 12, 13, del Reglamento para el uso del Expediente Electrónico y la Firma Electrónica Certificada del Poder Judicial del Estado de Baja California. bbox=[1144, 2361, 1476, 2389]
notice-call: SE CONVOCAN POSTORES bbox=[594, 1242, 692, 1251]
notice-call: SE CONVOCAN POSTORES bbox=[223, 1355, 321, 1364]
notice-signature-title: EL SECRETARIO DE ACUERDOS bbox=[125, 2374, 239, 2383]
notice-publication-ref: Mex. Feb. 7-10-15 bbox=[901, 933, 962, 942]
notice-box bbox=[185, 813, 360, 1897]
notice-signature-name: LIC. KYTZIA ITZEL PADILLA ALVAREZ bbox=[486, 486, 615, 495]
notice-signature-name: LIC. OCTAVIO EDUARDO AVALOS LOPEZ bbox=[1238, 2348, 1382, 2357]
masthead-page-number: 3C bbox=[1434, 1, 1489, 47]
notice-signature-title: LA C. SECRETARIA DE ACUERDOS bbox=[211, 1391, 334, 1400]
